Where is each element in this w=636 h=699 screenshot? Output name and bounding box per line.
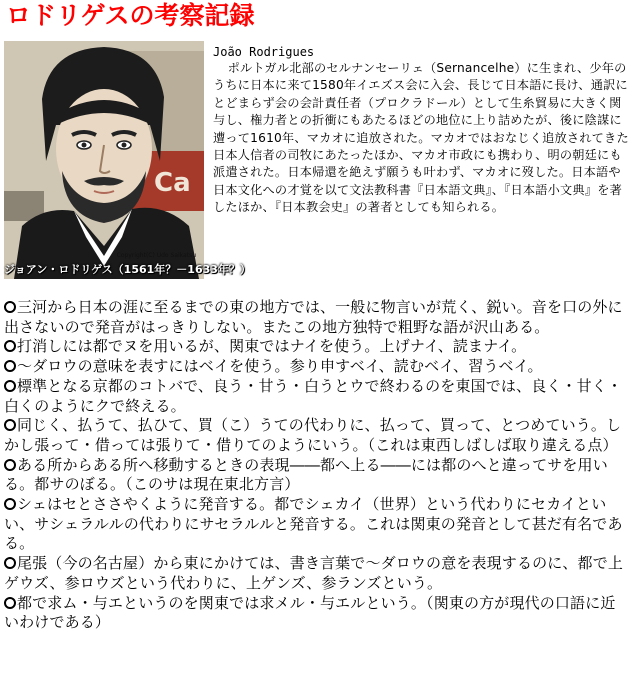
bio-text: ポルトガル北部のセルナンセーリェ（Sernancelhe）に生まれ、少年のうちに日本に来て1580年イエズス会に入会、長じて日本語に長け、通訳にとどまらず会の会計責任者（プロクラドール）として生糸貿易に大きく関与し、権力者との折衝にもあたるほどの地位に上り詰めたが、後に陰謀に遭って1610年、マカオに追放された。マカオではおなじく追放されてきた日本人信者の司牧にあたったほか、マカオ市政にも携わり、明の朝廷にも派遣された。日本帰還を絶えず願うも叶わず、マカオに歿した。日本語や日本文化への才覚を以て文法教科書『日本語文典』、『日本語小文典』を著したほか、『日本教会史』の著者としても知られる。 xyxy=(213,61,629,215)
list-item xyxy=(4,357,630,377)
list-item xyxy=(4,554,630,593)
circle-bullet-icon xyxy=(4,340,16,352)
note-text: 同じく、払うて、払ひて、買（こ）うての代わりに、払って、買って、とつめていう。しかし張って・借っては張りて・借りてのようにいう。（これは東西しばしば取り違える点） xyxy=(4,416,622,454)
portrait-drawing xyxy=(4,41,251,279)
circle-bullet-icon xyxy=(4,380,16,392)
note-text: 打消しには都でヌを用いるが、関東ではナイを使う。上げナイ、読まナイ。 xyxy=(17,337,527,356)
circle-bullet-icon xyxy=(4,498,16,510)
circle-bullet-icon xyxy=(4,597,16,609)
note-text: 都で求ム・与エというのを関東では求メル・与エルという。（関東の方が現代の口語に近いわけである） xyxy=(4,593,616,632)
page-title: ロドリゲスの考察記録 xyxy=(6,1,255,30)
portrait-caption: ジョアン・ロドリゲス（1561年？－1633年？） xyxy=(4,263,251,276)
list-item xyxy=(4,377,630,416)
list-item xyxy=(4,337,630,357)
list-item xyxy=(4,594,630,633)
circle-bullet-icon xyxy=(4,301,16,313)
bio-name: João Rodrigues xyxy=(213,45,315,59)
biography-block xyxy=(213,44,631,217)
circle-bullet-icon xyxy=(4,419,16,431)
circle-bullet-icon xyxy=(4,557,16,569)
note-text: ～ダロウの意味を表すにはベイを使う。参り申すベイ、読むベイ、習うベイ。 xyxy=(17,357,543,376)
circle-bullet-icon xyxy=(4,459,16,471)
list-item xyxy=(4,456,630,495)
circle-bullet-icon xyxy=(4,360,16,372)
list-item xyxy=(4,495,630,554)
portrait-copyright: Copyright(C) Udo Saikatsu xyxy=(116,252,196,259)
svg-text:Ca: Ca xyxy=(154,168,191,198)
note-text: シェはセとささやくように発音する。都でシェカイ（世界）という代わりにセカイといい、サシェラルルの代わりにサセラルルと発音する。これは関東の発音として甚だ有名である。 xyxy=(4,495,623,553)
list-item xyxy=(4,298,630,337)
dialect-notes-list xyxy=(4,298,630,633)
note-text: 標準となる京都のコトバで、良う・甘う・白うとウで終わるのを東国では、良く・甘く・白くのようにクで終える。 xyxy=(4,376,623,415)
note-text: ある所からある所へ移動するときの表現――都へ上る――には都のへと違ってサを用いる。都サのぼる。（このサは現在東北方言） xyxy=(4,455,608,494)
note-text: 三河から日本の涯に至るまでの東の地方では、一般に物言いが荒く、鋭い。音を口の外に出さないので発音がはっきりしない。またこの地方独特で粗野な語が沢山ある。 xyxy=(4,298,623,336)
note-text: 尾張（今の名古屋）から東にかけては、書き言葉で～ダロウの意を表現するのに、都で上ゲウズ、参ロウズという代わりに、上ゲンズ、参ランズという。 xyxy=(4,554,624,592)
portrait-image xyxy=(4,41,251,279)
list-item xyxy=(4,416,630,455)
